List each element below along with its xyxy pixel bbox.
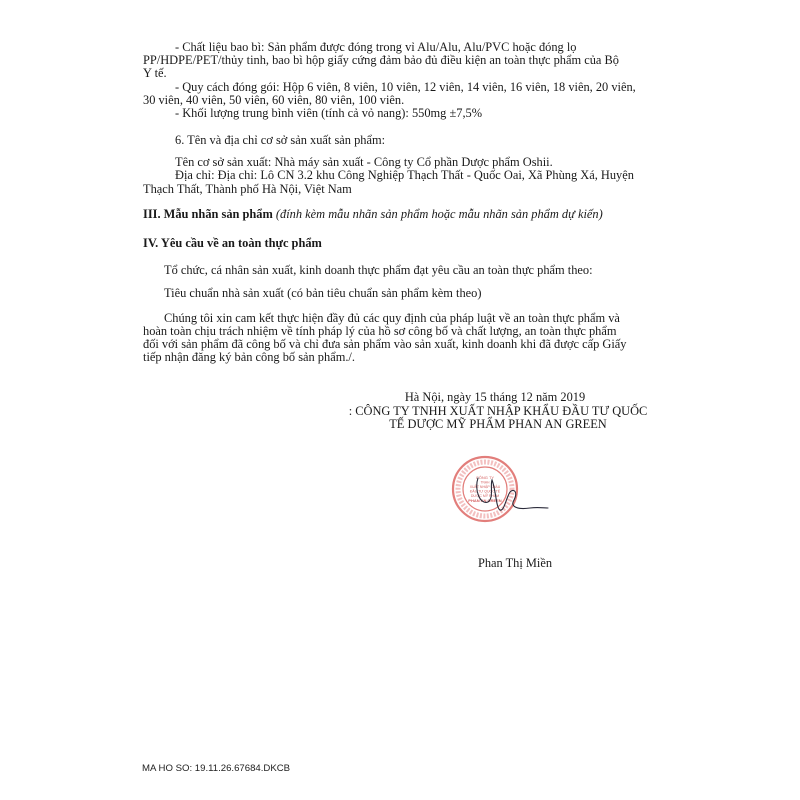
section3-title: III. Mẫu nhãn sản phẩm [143,207,273,221]
manufacturer-name: Tên cơ sở sản xuất: Nhà máy sản xuất - Công ty Cổ phần Dược phẩm Oshii. [175,155,553,169]
packaging-material-line3: Y tế. [143,66,167,80]
signature-date: Hà Nội, ngày 15 tháng 12 năm 2019 [404,390,586,404]
svg-text:TNHH: TNHH [480,480,490,485]
svg-text:CÔNG TY: CÔNG TY [475,475,495,480]
commitment-line1: Chúng tôi xin cam kết thực hiện đầy đủ các quy định của pháp luật về an toàn thực phẩm và [164,311,620,325]
company-name-line1: : CÔNG TY TNHH XUẤT NHẬP KHẨU ĐẦU TƯ QUỐC [348,404,648,418]
section4-line2: Tiêu chuẩn nhà sản xuất (có bản tiêu chuẩn sản phẩm kèm theo) [164,286,482,300]
average-weight: - Khối lượng trung bình viên (tính cả vỏ nang): 550mg ±7,5% [175,106,483,120]
manufacturer-address-line1: Địa chỉ: Địa chỉ: Lô CN 3.2 khu Công Nghiệp Thạch Thất - Quốc Oai, Xã Phùng Xá, Huyện [175,168,634,182]
dossier-code: MA HO SO: 19.11.26.67684.DKCB [142,763,291,774]
svg-text:XUẤT NHẬP KHẨU: XUẤT NHẬP KHẨU [469,485,501,489]
svg-text:DƯỢC MỸ PHẨM: DƯỢC MỸ PHẨM [470,494,500,498]
section4-line1: Tổ chức, cá nhân sản xuất, kinh doanh thực phẩm đạt yêu cầu an toàn thực phẩm theo: [164,263,593,277]
commitment-line4: tiếp nhận đăng ký bản công bố sản phẩm./. [143,350,355,364]
commitment-line3: đối với sản phẩm đã công bố và chỉ đưa sản phẩm vào sản xuất, kinh doanh khi đã được cấp Giấy [143,337,627,351]
packaging-spec-line1: - Quy cách đóng gói: Hộp 6 viên, 8 viên, 10 viên, 12 viên, 14 viên, 16 viên, 18 viên, 20 viên, [175,80,636,94]
section4-title: IV. Yêu cầu về an toàn thực phẩm [143,236,322,250]
svg-text:ĐẦU TƯ QUỐC TẾ: ĐẦU TƯ QUỐC TẾ [469,489,501,494]
section3-heading [143,208,603,222]
section3-note: (đính kèm mẫu nhãn sản phẩm hoặc mẫu nhãn sản phẩm dự kiến) [275,207,603,221]
packaging-spec-line2: 30 viên, 40 viên, 50 viên, 60 viên, 80 viên, 100 viên. [143,93,405,107]
manufacturer-heading: 6. Tên và địa chỉ cơ sở sản xuất sản phẩm: [175,133,386,147]
signer-name: Phan Thị Miền [477,556,553,570]
manufacturer-address-line2: Thạch Thất, Thành phố Hà Nội, Việt Nam [143,182,352,196]
svg-text:PHAN AN GREEN: PHAN AN GREEN [468,498,502,503]
packaging-material-line2: PP/HDPE/PET/thủy tinh, bao bì hộp giấy cứng đảm bảo đủ điều kiện an toàn thực phẩm của Bộ [143,53,619,67]
packaging-material-line1: - Chất liệu bao bì: Sản phẩm được đóng trong vỉ Alu/Alu, Alu/PVC hoặc đóng lọ [175,40,577,54]
company-name-line2: TẾ DƯỢC MỸ PHẨM PHAN AN GREEN [389,417,607,431]
commitment-line2: hoàn toàn chịu trách nhiệm về tính pháp lý của hồ sơ công bố và chất lượng, an toàn thực phẩm [143,324,617,338]
handwritten-signature-icon [470,470,550,520]
